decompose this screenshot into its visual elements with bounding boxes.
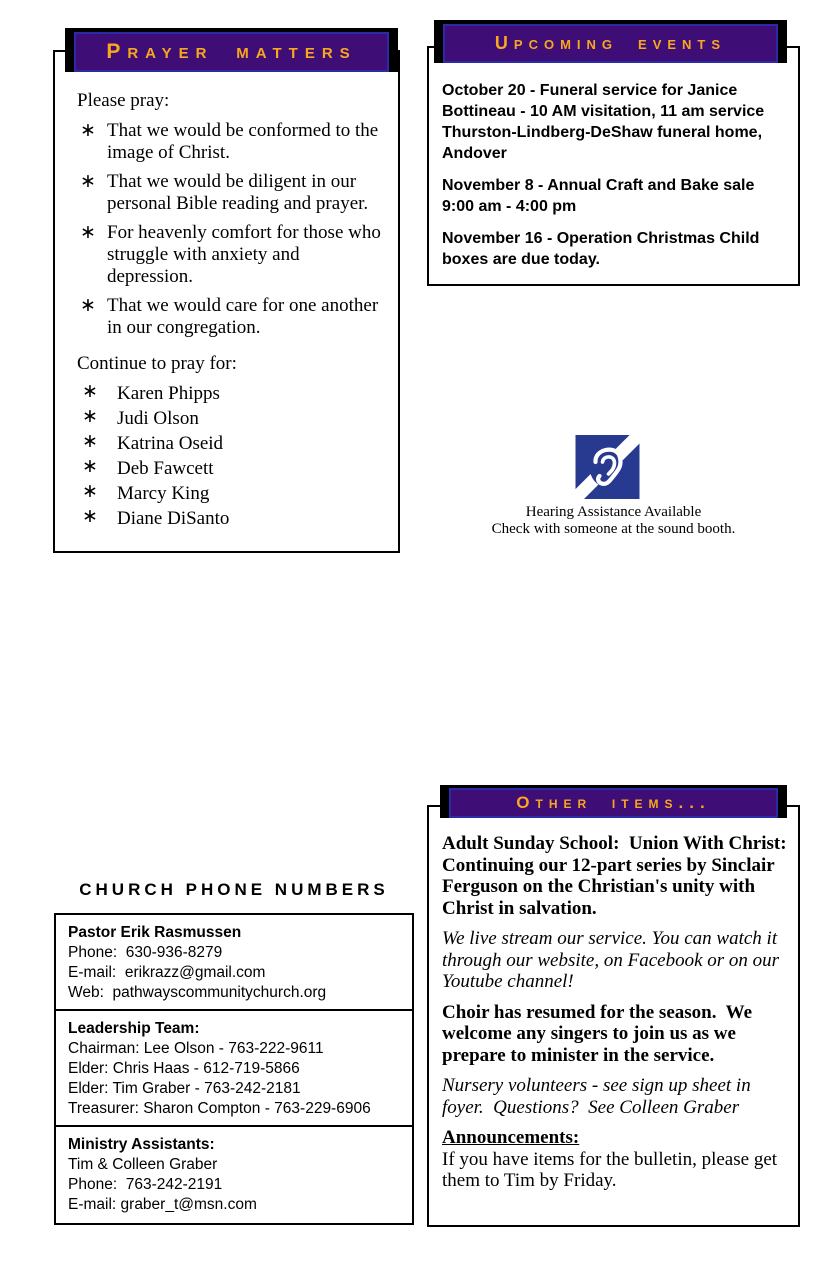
adult-sunday-school-paragraph: Adult Sunday School: Union With Christ: Continuing our 12-part series by Sinclair Ferguson on the Christian's unity with Christ in salvation. (442, 833, 792, 919)
prayer-item-text: For heavenly comfort for those who struggle with anxiety and depression. (107, 222, 381, 287)
other-items-box (427, 805, 800, 1227)
event-item: November 16 - Operation Christmas Child boxes are due today. (442, 230, 764, 268)
events-banner-surface (443, 24, 778, 63)
nursery-volunteers-paragraph: Nursery volunteers - see sign up sheet in foyer. Questions? See Colleen Graber (442, 1075, 756, 1118)
treasurer-line: Treasurer: Sharon Compton - 763-229-6906 (68, 1100, 371, 1117)
prayer-item-text: That we would be diligent in our personal Bible reading and prayer. (107, 171, 369, 214)
prayer-banner-surface (74, 32, 389, 72)
pastor-phone: Phone: 630-936-8279 (68, 944, 223, 961)
prayer-name-text: Marcy King (117, 483, 210, 504)
prayer-item (77, 120, 388, 164)
leadership-team-section (56, 1009, 412, 1125)
pastor-section (56, 915, 412, 1009)
assistants-names: Tim & Colleen Graber (68, 1156, 218, 1173)
bullet-glyph: ∗ (82, 456, 98, 477)
bullet-glyph: ∗ (82, 406, 98, 427)
other-items-title: Other items... (516, 793, 711, 812)
ministry-assistants-section (56, 1125, 412, 1221)
bullet-glyph: ∗ (80, 295, 96, 316)
prayer-name-text: Katrina Oseid (117, 433, 224, 454)
phone-numbers-box (54, 913, 414, 1225)
bullet-glyph: ∗ (82, 431, 98, 452)
elder-line: Elder: Tim Graber - 763-242-2181 (68, 1080, 301, 1097)
event-item: November 8 - Annual Craft and Bake sale 9:00 am - 4:00 pm (442, 177, 759, 215)
prayer-item (77, 222, 388, 288)
hearing-assistance-icon (575, 435, 640, 499)
pastor-name: Pastor Erik Rasmussen (68, 924, 242, 941)
other-items-banner (440, 785, 787, 818)
prayer-item-text: That we would care for one another in our congregation. (107, 295, 379, 338)
continue-pray-label: Continue to pray for: (77, 353, 237, 374)
elder-line: Elder: Chris Haas - 612-719-5866 (68, 1060, 300, 1077)
prayer-name-text: Diane DiSanto (117, 508, 230, 529)
prayer-name (77, 506, 388, 531)
announcements-block (442, 1127, 788, 1192)
prayer-name (77, 481, 388, 506)
prayer-matters-banner (65, 28, 398, 72)
bullet-glyph: ∗ (82, 506, 98, 527)
prayer-name (77, 456, 388, 481)
ministry-assistants-title: Ministry Assistants: (68, 1136, 215, 1153)
prayer-name-text: Judi Olson (117, 408, 199, 429)
upcoming-events-banner (434, 20, 787, 63)
leadership-team-title: Leadership Team: (68, 1020, 200, 1037)
prayer-intro: Please pray: (77, 90, 170, 111)
prayer-name-text: Deb Fawcett (117, 458, 214, 479)
prayer-item-text: That we would be conformed to the image of Christ. (107, 120, 379, 163)
bullet-glyph: ∗ (80, 222, 96, 243)
chairman-line: Chairman: Lee Olson - 763-222-9611 (68, 1040, 324, 1057)
assistants-email: E-mail: graber_t@msn.com (68, 1196, 257, 1213)
upcoming-events-box (427, 46, 800, 286)
prayer-item (77, 295, 388, 339)
prayer-matters-title: Prayer matters (106, 40, 357, 63)
hearing-line-1: Hearing Assistance Available (525, 504, 702, 520)
upcoming-events-title: Upcoming events (494, 33, 727, 53)
prayer-item (77, 171, 388, 215)
bullet-glyph: ∗ (80, 171, 96, 192)
other-items-banner-surface (449, 788, 778, 818)
hearing-line-2: Check with someone at the sound booth. (491, 521, 736, 537)
prayer-name (77, 406, 388, 431)
announcements-heading: Announcements: (442, 1127, 580, 1148)
choir-paragraph: Choir has resumed for the season. We welcome any singers to join us as we prepare to minister in the service. (442, 1001, 757, 1066)
event-item: October 20 - Funeral service for Janice Bottineau - 10 AM visitation, 11 am service Thurston-Lindberg-DeShaw funeral home, Andover (442, 82, 769, 162)
hearing-assistance-text (427, 504, 800, 538)
bullet-glyph: ∗ (82, 381, 98, 402)
prayer-name (77, 431, 388, 456)
bullet-glyph: ∗ (82, 481, 98, 502)
live-stream-paragraph: We live stream our service. You can watch it through our website, on Facebook or on our Youtube channel! (442, 928, 784, 992)
prayer-matters-box (53, 50, 400, 553)
prayer-name (77, 381, 388, 406)
assistants-phone: Phone: 763-242-2191 (68, 1176, 223, 1193)
church-phone-numbers-heading: CHURCH PHONE NUMBERS (79, 880, 389, 899)
pastor-email: E-mail: erikrazz@gmail.com (68, 964, 266, 981)
church-website: Web: pathwayscommunitychurch.org (68, 984, 327, 1001)
bullet-glyph: ∗ (80, 120, 96, 141)
announcements-text: If you have items for the bulletin, please get them to Tim by Friday. (442, 1148, 782, 1191)
prayer-name-text: Karen Phipps (117, 383, 220, 404)
